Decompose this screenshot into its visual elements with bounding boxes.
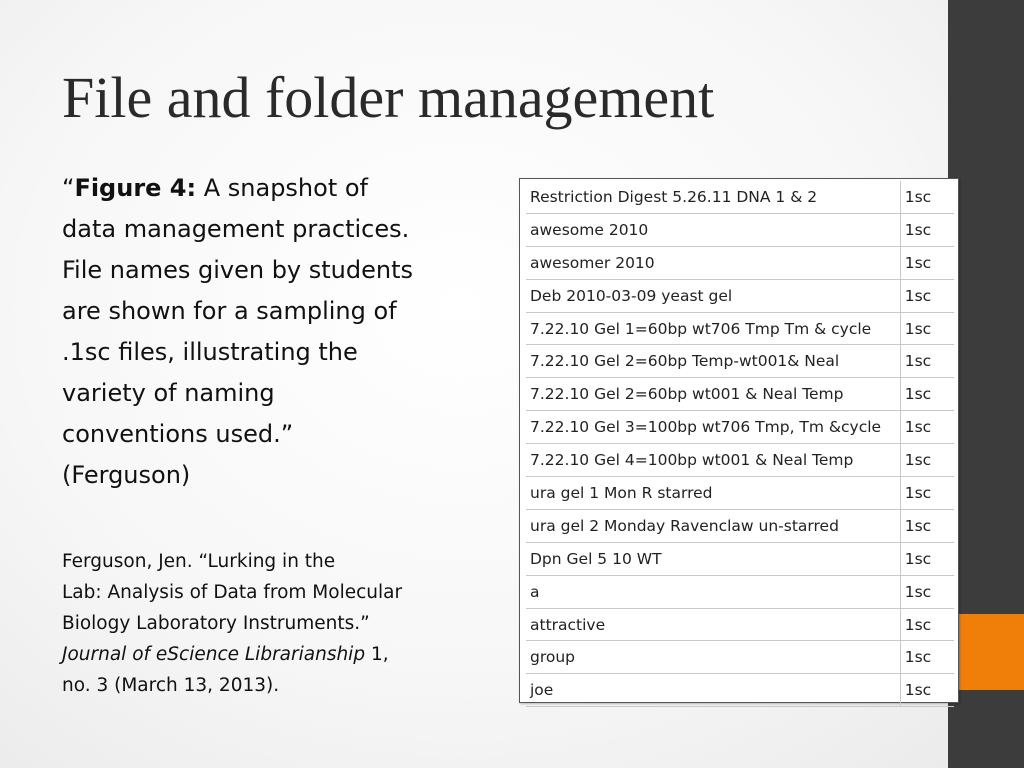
figure-label: Figure 4: [74, 174, 197, 202]
accent-block [958, 614, 1024, 690]
table-row [526, 509, 954, 542]
journal-volume: 1, [365, 644, 389, 665]
file-name-cell: Dpn Gel 5 10 WT [526, 542, 900, 575]
caption-line: variety of naming [62, 379, 275, 407]
file-extension-cell: 1sc [900, 509, 954, 542]
file-extension-cell: 1sc [900, 345, 954, 378]
table-row [526, 345, 954, 378]
file-name-cell: 7.22.10 Gel 3=100bp wt706 Tmp, Tm &cycle [526, 411, 900, 444]
caption-line: .1sc files, illustrating the [62, 338, 358, 366]
citation-line: Biology Laboratory Instruments.” [62, 613, 370, 634]
file-extension-cell: 1sc [900, 477, 954, 510]
citation [62, 546, 482, 701]
table-row [526, 312, 954, 345]
file-name-cell: Restriction Digest 5.26.11 DNA 1 & 2 [526, 181, 900, 213]
slide-title: File and folder management [62, 65, 715, 130]
table-row [526, 641, 954, 674]
file-name-cell: awesomer 2010 [526, 246, 900, 279]
caption-line: conventions used.” [62, 420, 294, 448]
file-table-body [526, 181, 954, 707]
table-row [526, 411, 954, 444]
file-extension-cell: 1sc [900, 213, 954, 246]
file-name-cell: attractive [526, 608, 900, 641]
file-extension-cell: 1sc [900, 411, 954, 444]
file-extension-cell: 1sc [900, 312, 954, 345]
caption-line: (Ferguson) [62, 461, 191, 489]
caption-line: File names given by students [62, 256, 414, 284]
citation-line: Ferguson, Jen. “Lurking in the [62, 551, 336, 572]
file-name-cell: 7.22.10 Gel 2=60bp Temp-wt001& Neal [526, 345, 900, 378]
caption-line: are shown for a sampling of [62, 297, 397, 325]
file-extension-cell: 1sc [900, 181, 954, 213]
table-row [526, 477, 954, 510]
file-list-snapshot [519, 178, 959, 703]
file-name-cell: a [526, 575, 900, 608]
file-extension-cell: 1sc [900, 378, 954, 411]
file-name-cell: awesome 2010 [526, 213, 900, 246]
file-extension-cell: 1sc [900, 246, 954, 279]
figure-caption [62, 168, 472, 496]
table-row [526, 246, 954, 279]
table-row [526, 608, 954, 641]
file-extension-cell: 1sc [900, 542, 954, 575]
file-name-cell: 7.22.10 Gel 4=100bp wt001 & Neal Temp [526, 444, 900, 477]
file-name-cell: ura gel 2 Monday Ravenclaw un-starred [526, 509, 900, 542]
table-row [526, 575, 954, 608]
table-row [526, 542, 954, 575]
file-extension-cell: 1sc [900, 444, 954, 477]
caption-line: data management practices. [62, 215, 410, 243]
table-row [526, 444, 954, 477]
file-name-cell: 7.22.10 Gel 2=60bp wt001 & Neal Temp [526, 378, 900, 411]
file-name-cell: group [526, 641, 900, 674]
citation-line: Lab: Analysis of Data from Molecular [62, 582, 403, 603]
caption-line-1-text: A snapshot of [196, 174, 368, 202]
table-row [526, 181, 954, 213]
file-extension-cell: 1sc [900, 674, 954, 707]
caption-line-1 [62, 168, 472, 209]
file-extension-cell: 1sc [900, 279, 954, 312]
file-name-cell: ura gel 1 Mon R starred [526, 477, 900, 510]
table-row [526, 378, 954, 411]
citation-line [62, 639, 482, 670]
file-name-cell: Deb 2010-03-09 yeast gel [526, 279, 900, 312]
file-name-cell: joe [526, 674, 900, 707]
file-name-cell: 7.22.10 Gel 1=60bp wt706 Tmp Tm & cycle [526, 312, 900, 345]
file-table [526, 181, 954, 707]
table-row [526, 213, 954, 246]
open-quote: “ [62, 174, 75, 202]
table-row [526, 674, 954, 707]
citation-line: no. 3 (March 13, 2013). [62, 675, 280, 696]
file-extension-cell: 1sc [900, 575, 954, 608]
file-extension-cell: 1sc [900, 641, 954, 674]
file-extension-cell: 1sc [900, 608, 954, 641]
journal-title: Journal of eScience Librarianship [62, 644, 366, 665]
table-row [526, 279, 954, 312]
